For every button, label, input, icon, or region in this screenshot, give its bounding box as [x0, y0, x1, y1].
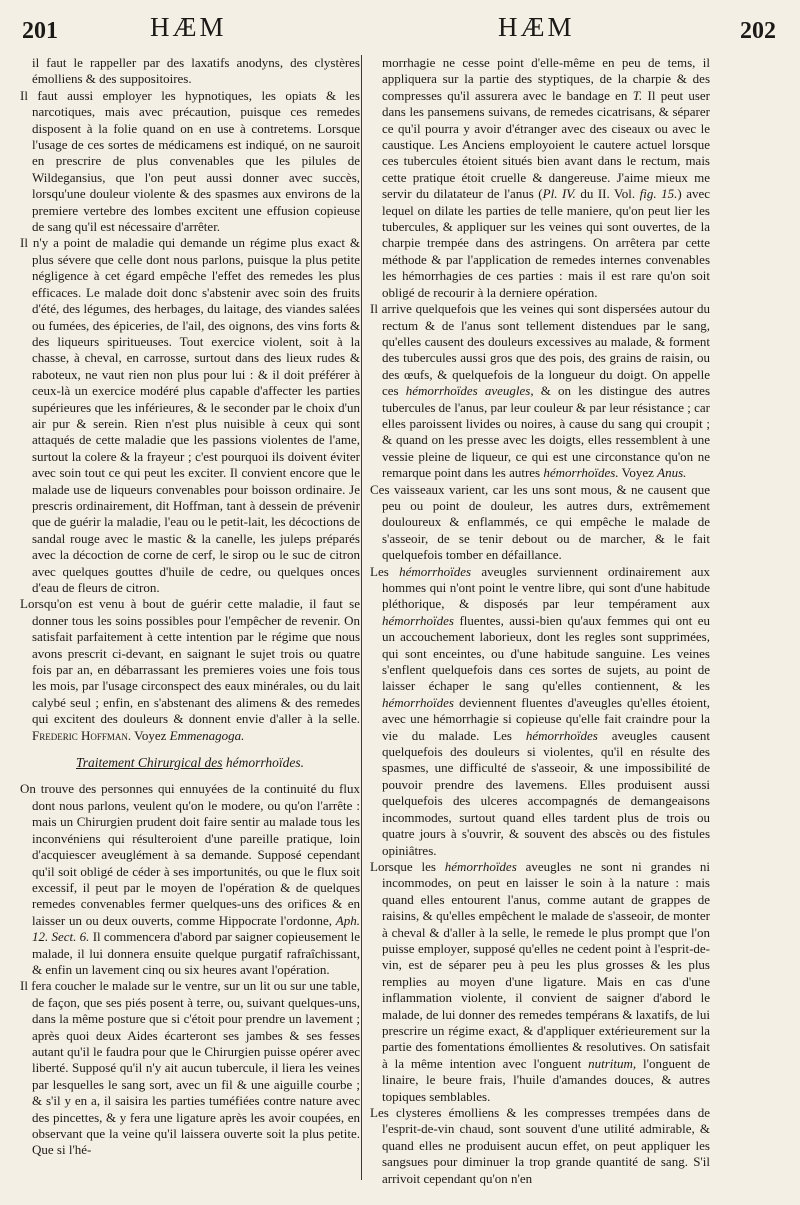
- paragraph-regimen: Il n'y a point de maladie qui demande un régime plus exact & plus sévere que celle dont nous parlons, puisque la plus petite négligence à cet égard empêche l'effet des remedes les plus efficaces. Le malade doit donc s'abstenir avec soin des fruits d'été, des légumes, des herbages, du laitage, des viandes salées ou fumées, des épiceries, de l'ail, des oignons, des vins forts & des liqueurs spiritueuses. Tout exercice violent, soit à la chasse, à cheval, en carrosse, surtout dans des lieux rudes & raboteux, ne vaut rien non plus pour lui : & il doit préférer à ceux-là un exercice modéré plus capable d'affecter les parties supérieures que les inférieures, & le seconder par le choix d'un air pur & serein. Rien n'est plus nuisible à ceux qui sont attaqués de cette maladie que les passions violentes de l'ame, surtout la colere & la frayeur ; c'est pourquoi ils doivent éviter avec soin tout ce qui peut les exciter. Il convient encore que le malade use de liqueurs convenables pour boisson ordinaire. Je prescris ordinairement, dit Hoffman, tant à dessein de prévenir que de guérir la maladie, l'eau ou le petit-lait, les décoctions de sandal rouge avec le mastic & la canelle, les juleps préparés avec la décoction de corne de cerf, le sirop ou le suc de citron avec quelques gouttes d'huile de cedre, ou quelques onces d'eau de fleurs de citron.: [20, 235, 360, 595]
- left-column: [20, 55, 360, 1159]
- paragraph-clysters: Les clysteres émolliens & les compresses trempées dans de l'esprit-de-vin chaud, sont souvent d'une utilité admirable, & quand elles ne produisent aucun effet, on peut appliquer les sangsues pour diminuer la trop grande quantité de sang. S'il arrivoit cependant qu'on n'en: [370, 1105, 710, 1186]
- figure-reference: fig. 15.: [639, 186, 678, 202]
- paragraph-surgery-intro: On trouve des personnes qui ennuyées de la continuité du flux dont nous parlons, veulent qu'on le modere, ou qu'on l'arrête : mais un Chirurgien prudent doit faire sentir au malade tous les inconvéniens qui résulteroient d'une pareille pratique, loin d'acquiescer aveuglément à sa demande. Supposé cependant qu'il soit obligé de céder à ses importunités, ou que le flux soit excessif, il peut par le moyen de l'opération & de quelques remedes convenables fermer quelques-uns des orifices & en laisser un ou deux ouverts, comme Hippocrate l'ordonne, Aph. 12. Sect. 6. Il commencera d'abord par saigner copieusement le malade, il lui donnera ensuite quelque purgatif rafraîchissant, & enfin un lavement cinq ou six heures avant l'opération.: [20, 781, 361, 977]
- paragraph-blind-hemorrhoids: Il arrive quelquefois que les veines qui sont dispersées autour du rectum & de l'anus sont tellement distendues par le sang, qu'elles causent des douleurs excessives au malade, & forment des tubercules aussi gros que des pois, des grains de raisin, ou des œufs, & quelquefois de la longueur du doigt. On appelle ces hémorrhoïdes aveugles, & on les distingue des autres tubercules de l'anus, par leur couleur & par leur résistance ; car elles paroissent livides ou noires, à cause du sang qui croupit ; & quand on les presse avec les doigts, elles ressemblent à une vessie pleine de liqueur, ce qui est une circonstance qu'on ne remarque point dans les autres hémorrhoïdes. Voyez Anus.: [370, 301, 711, 481]
- page-number-right: 202: [740, 18, 776, 44]
- cross-reference: Anus.: [657, 465, 687, 481]
- section-heading: Traitement Chirurgical des hémorrhoïdes.: [75, 755, 305, 771]
- paragraph-prevention: Lorsqu'on est venu à bout de guérir cette maladie, il faut se donner tous les soins possibles pour l'empêcher de revenir. On satisfait parfaitement à cette intention par le régime que nous avons prescrit ci-devant, en saignant le sujet trois ou quatre fois par an, en débarrassant les premieres voies une fois tous les mois, par l'usage circonspect des eaux minérales, ou du lait calybé seul ; enfin, en s'abstenant des alimens & des remedes qui excitent des douleurs & donnent envie d'aller à la selle. Frederic Hoffman. Voyez Emmenagoga.: [20, 596, 360, 743]
- cross-reference: Emmenagoga.: [169, 727, 245, 743]
- page-number-left: 201: [22, 18, 58, 44]
- paragraph-continuation-right: morrhagie ne cesse point d'elle-même en peu de tems, il appliquera sur la partie des styptiques, de la charpie & des compresses qu'il assurera avec le bandage en T. Il peut user dans les pansemens suivans, de remedes cicatrisans, & séparer ce qu'il pourra y avoir d'étranger avec des ciseaux ou avec le caustique. Les Anciens employoient le cautere actuel lorsque ces tubercules étoient situés bien avant dans le rectum, mais cette pratique étoit cruelle & dangereuse. J'aime mieux me servir du dilatateur de l'anus (Pl. IV. du II. Vol. fig. 15.) avec lequel on dilate les parties de telle maniere, qu'on peut lier les tubercules, & appliquer sur les veines qui sont ouvertes, de la charpie trempée dans des astringens. On arrêtera par cette méthode & par l'application de remedes internes convenables les hémorrhagies de ces parties : mais il est rare qu'on soit obligé de recourir à la derniere opération.: [382, 55, 711, 300]
- paragraph-continuation: il faut le rappeller par des laxatifs anodyns, des clystères émolliens & des suppositoires.: [32, 55, 360, 87]
- right-column: [370, 55, 710, 1187]
- author-name: Frederic Hoffman.: [32, 727, 132, 743]
- page-header: [0, 8, 800, 48]
- paragraph-causes: Les hémorrhoïdes aveugles surviennent ordinairement aux hommes qui n'ont point le ventre libre, qui sont d'une habitude pléthorique, & disposés par leur tempérament aux hémorrhoïdes fluentes, aussi-bien qu'aux femmes qui ont eu un accouchement laborieux, dont les regles sont supprimées, qui sont enceintes, ou d'une habitude sanguine. Les veines s'enflent quelquefois dans ces sortes de sujets, au point de laisser échaper le sang qu'elles contiennent, & les hémorrhoïdes deviennent fluentes d'aveugles qu'elles étoient, avec une hémorrhagie si copieuse qu'elle fait craindre pour la vie du malade. Les hémorrhoïdes aveugles causent quelquefois des douleurs si violentes, qu'il en résulte des spasmes, une difficulté de s'asseoir, & une impossibilité de pouvoir prendre des lavemens. Elles produisent aussi quelquefois des ulceres accompagnés de demangeaisons incommodes, surtout quand elles tardent plus de trois ou quatre jours à s'ouvrir, & souvent des abscès ou des fistules opiniâtres.: [370, 563, 711, 858]
- paragraph-operation: Il fera coucher le malade sur le ventre, sur un lit ou sur une table, de façon, que ses piés posent à terre, ou, suivant quelques-uns, dans la même posture que si c'étoit pour prendre un lavement ; après quoi deux Aides écarteront ses jambes & ses fesses autant qu'il le faudra pour que le Chirurgien puisse opérer avec liberté. Supposé qu'il n'y ait aucun tubercule, il liera les veines par lesquelles le sang sort, avec un fil & une aiguille courbe ; & s'il y en a, il saisira les parties tuméfiées contre nature avec des pincettes, & y fera une ligature après les avoir coupées, en observant que la veine qu'il laissera ouverte soit la plus petite. Que si l'hé-: [20, 978, 360, 1158]
- paragraph-hypnotics: Il faut aussi employer les hypnotiques, les opiats & les narcotiques, mais avec précaution, puisque ces remedes disposent à la folie quand on en use à contretems. Lorsque l'usage de ces sortes de médicamens est indiqué, on ne sauroit en prescrire de plus convenables que les pilules de Wildegansius, que l'on peut aussi donner avec succès, lorsqu'une douleur violente & des spasmes aux environs de la premiere vertebre des lombes excitent une effusion copieuse de sang qu'il est nécessaire d'arrêter.: [20, 87, 360, 235]
- paragraph-treatment: Lorsque les hémorrhoïdes aveugles ne sont ni grandes ni incommodes, on peut en laisser le soin à la nature : mais quand elles entourent l'anus, comme autant de grappes de raisins, & qu'elles empêchent le malade de s'asseoir, de monter à cheval & d'aller à la selle, le remede le plus prompt que l'on puisse employer, supposé qu'elles ne cedent point à l'esprit-de-vin, est de séparer peu à peu les plus grosses & les plus remplies au moyen d'une ligature. Mais en cas d'une inflammation violente, il convient de saigner d'abord le malade, de lui donner des remedes tempérans & laxatifs, de lui prescrire un régime exact, & d'appliquer extérieurement sur la partie des fomentations émollientes & resolutives. On satisfait à la même intention avec l'onguent nutritum, l'onguent de linaire, le beure frais, l'huile d'amandes douces, & autres topiques semblables.: [370, 858, 711, 1104]
- running-head-right: HÆM: [498, 12, 575, 42]
- running-head-left: HÆM: [150, 12, 227, 42]
- column-divider: [361, 55, 362, 1180]
- paragraph-vessels: Ces vaisseaux varient, car les uns sont mous, & ne causent que peu ou point de douleur, les autres durs, extrêmement douloureux & enflammés, ce qui empêche le malade de s'asseoir, de se tenir debout ou de marcher, & le fait quelquefois tomber en défaillance.: [370, 481, 710, 563]
- citation: Aph. 12. Sect. 6.: [32, 912, 360, 945]
- plate-reference: Pl. IV.: [542, 186, 576, 202]
